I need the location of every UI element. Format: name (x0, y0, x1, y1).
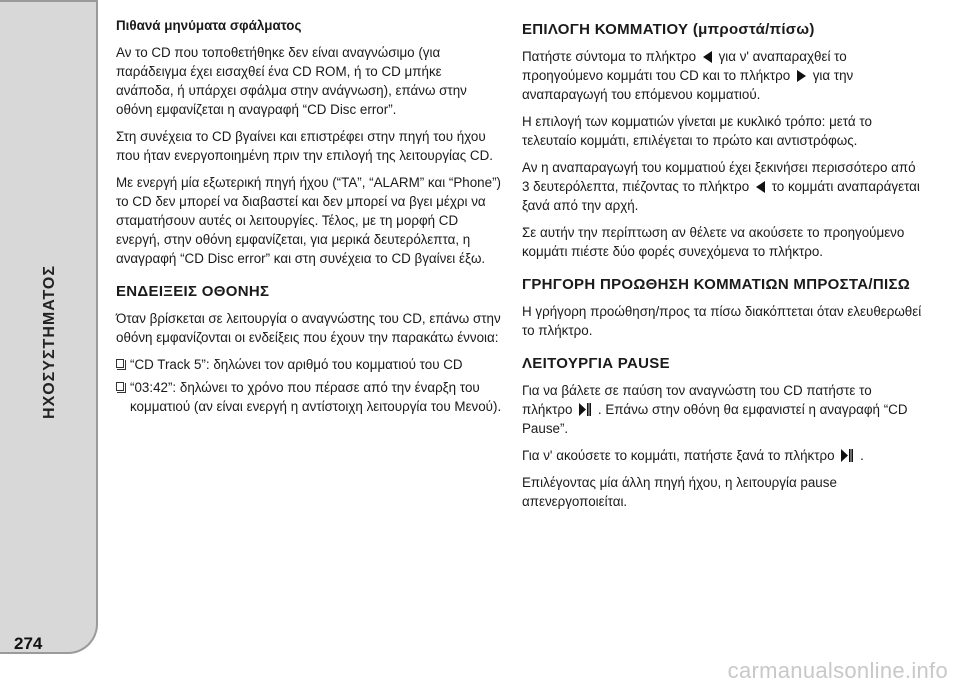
paragraph (522, 446, 922, 465)
paragraph: Στη συνέχεια το CD βγαίνει και επιστρέφει στην πηγή του ήχου που ήταν ενεργοποιημένη πριν την επιλογή της λειτουργίας CD. (116, 129, 493, 163)
paragraph: Όταν βρίσκεται σε λειτουργία ο αναγνώστης του CD, επάνω στην οθόνη εμφανίζονται οι ενδείξεις που έχουν την παρακάτω έννοια: (116, 311, 501, 345)
paragraph (522, 158, 922, 215)
triangle-left-icon (756, 181, 765, 193)
paragraph: Η επιλογή των κομματιών γίνεται με κυκλικό τρόπο: μετά το τελευταίο κομμάτι, επιλέγεται το πρώτο και αντιστρόφως. (522, 114, 872, 148)
paragraph: Με ενεργή μία εξωτερική πηγή ήχου (“TA”, “ALARM” και “Phone”) το CD δεν μπορεί να διαβαστεί και δεν μπορεί να βγει μέχρι να σταματήσουν αυτές οι λειτουργίες. Τέλος, με τη μορφή CD ενεργή, στην οθόνη εμφανίζεται, για μερικά δευτερόλεπτα, η αναγραφή “CD Disc error” και στη συνέχεια το CD βγαίνει έξω. (116, 175, 501, 266)
side-tab (0, 0, 98, 654)
text-run: Για να βάλετε σε παύση τον αναγνώστη του CD πατήστε το πλήκτρο (522, 383, 872, 417)
text-run: για ν' αναπαραχθεί το προηγούμενο κομμάτι του CD και το πλήκτρο (522, 49, 847, 83)
paragraph: Επιλέγοντας μία άλλη πηγή ήχου, η λειτουργία pause απενεργοποιείται. (522, 475, 837, 509)
text-run: Πατήστε σύντομα το πλήκτρο (522, 49, 697, 64)
heading-fast-forward: ΓΡΗΓΟΡΗ ΠΡΟΩΘΗΣΗ ΚΟΜΜΑΤΙΩΝ ΜΠΡΟΣΤΑ/ΠΙΣΩ (522, 276, 911, 293)
heading-display-indications: ΕΝΔΕΙΞΕΙΣ ΟΘΟΝΗΣ (116, 283, 270, 300)
paragraph (522, 47, 922, 104)
page-number: 274 (14, 634, 43, 653)
text-run: Για ν' ακούσετε το κομμάτι, πατήστε ξανά το πλήκτρο (522, 448, 835, 463)
watermark: carmanualsonline.info (727, 658, 948, 683)
paragraph (522, 381, 922, 438)
section-label: ΗΧΟΣΥΣΤΗΜΑΤΟΣ (41, 265, 58, 419)
subheading-errors: Πιθανά μηνύματα σφάλματος (116, 18, 302, 33)
text-run: για την αναπαραγωγή του επόμενου κομματιού. (522, 68, 854, 102)
paragraph: Η γρήγορη προώθηση/προς τα πίσω διακόπτεται όταν ελευθερωθεί το πλήκτρο. (522, 304, 922, 338)
checkbox-bullet-icon (116, 359, 124, 368)
checkbox-bullet-icon (116, 382, 124, 391)
text-run: . Επάνω στην οθόνη θα εμφανιστεί η αναγραφή “CD Pause”. (522, 402, 908, 436)
list-item-text: “CD Track 5”: δηλώνει τον αριθμό του κομματιού του CD (130, 357, 463, 372)
triangle-left-icon (703, 51, 712, 63)
left-column (116, 16, 502, 420)
play-pause-icon (579, 403, 591, 416)
text-run: Αν η αναπαραγωγή του κομματιού έχει ξεκινήσει περισσότερο από 3 δευτερόλεπτα, πιέζοντας το πλήκτρο (522, 160, 916, 194)
paragraph: Αν το CD που τοποθετήθηκε δεν είναι αναγνώσιμο (για παράδειγμα έχει εισαχθεί ένα CD ROM, ή το CD μπήκε ανάποδα, ή υπάρχει σφάλμα στην ανάγνωση), επάνω στην οθόνη εμφανίζεται η αναγραφή “CD Disc error”. (116, 45, 467, 117)
heading-track-selection: ΕΠΙΛΟΓΗ ΚΟΜΜΑΤΙΟΥ (μπροστά/πίσω) (522, 21, 815, 38)
play-pause-icon (841, 449, 853, 462)
list-item (116, 355, 502, 374)
list-item-text: “03:42”: δηλώνει το χρόνο που πέρασε από την έναρξη του κομματιού (αν είναι ενεργή η αντίστοιχη λειτουργία του Μενού). (130, 380, 502, 414)
triangle-right-icon (797, 70, 806, 82)
text-run: . (860, 448, 864, 463)
right-column (522, 16, 922, 519)
text-run: το κομμάτι αναπαράγεται ξανά από την αρχή. (522, 179, 920, 213)
list-item (116, 378, 502, 416)
paragraph: Σε αυτήν την περίπτωση αν θέλετε να ακούσετε το προηγούμενο κομμάτι πιέστε δύο φορές συνεχόμενα το πλήκτρο. (522, 225, 905, 259)
heading-pause: ΛΕΙΤΟΥΡΓΙΑ PAUSE (522, 355, 670, 372)
